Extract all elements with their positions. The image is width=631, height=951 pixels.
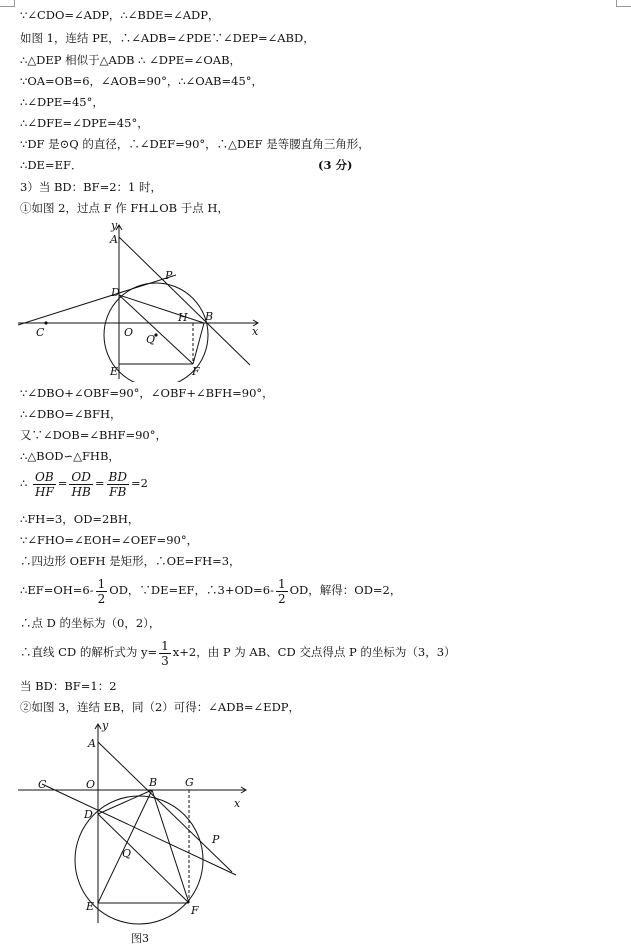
label-x: x xyxy=(234,797,241,810)
segment-db xyxy=(119,295,204,323)
line-19 xyxy=(20,573,401,607)
label-o: O xyxy=(86,778,96,791)
line-5: ∴∠DPE=45°， xyxy=(20,95,104,109)
fraction-numerator: BD xyxy=(108,469,127,484)
ratio-result: =2 xyxy=(130,476,148,490)
label-b: B xyxy=(205,310,214,323)
line-7: ∵DF 是⊙Q 的直径，∴∠DEF=90°，∴△DEF 是等腰直角三角形， xyxy=(20,137,370,151)
line-8: ∴DE=EF． xyxy=(20,158,83,172)
fraction-denominator: 3 xyxy=(161,653,169,668)
line-1: ∵∠CDO=∠ADP，∴∠BDE=∠ADP， xyxy=(20,8,220,22)
segment-df xyxy=(98,814,189,903)
label-e: E xyxy=(86,900,95,913)
label-h: H xyxy=(178,311,188,324)
label-o: O xyxy=(124,326,134,339)
segment-bf xyxy=(152,790,189,903)
fraction-numerator: 1 xyxy=(277,576,286,591)
equals-sign: = xyxy=(57,476,68,490)
line-18: ∴四边形 OEFH 是矩形，∴OE=FH=3， xyxy=(20,554,241,568)
fraction-denominator: HB xyxy=(71,484,91,499)
figure-3-caption: 图3 xyxy=(131,932,149,945)
label-d: D xyxy=(111,286,120,299)
line-cd xyxy=(18,275,176,325)
line-21-part-a: ∴直线 CD 的解析式为 y= xyxy=(20,645,158,659)
label-a: A xyxy=(88,737,96,750)
line-3: ∴△DEP 相似于△ADB ∴ ∠DPE=∠OAB， xyxy=(20,53,242,67)
label-b: B xyxy=(149,776,158,789)
label-a: A xyxy=(110,233,118,246)
label-c: C xyxy=(38,778,47,791)
line-21-part-b: x+2，由 P 为 AB、CD 交点得点 P 的坐标为（3，3） xyxy=(172,645,456,659)
fraction-denominator: HF xyxy=(34,484,54,499)
label-y: y xyxy=(111,219,118,232)
line-15-ratio xyxy=(20,466,148,500)
score-note: (3 分) xyxy=(318,158,353,172)
label-f: F xyxy=(192,365,200,378)
line-cd xyxy=(42,784,236,875)
line-2: 如图 1，连结 PE，∴∠ADB=∠PDE∵∠DEP=∠ABD， xyxy=(20,31,315,45)
circle-q xyxy=(75,796,203,924)
ratio-prefix: ∴ xyxy=(20,476,28,490)
fraction-one-half xyxy=(96,577,108,606)
figure-2 xyxy=(18,217,268,382)
page-corner-mark-left xyxy=(0,0,15,7)
label-q: Q xyxy=(146,333,156,346)
line-22: 当 BD：BF=1：2 xyxy=(20,679,117,693)
fraction-numerator: OD xyxy=(71,469,91,484)
fraction-numerator: 1 xyxy=(97,576,106,591)
page-corner-mark-right xyxy=(616,0,631,7)
line-17: ∵∠FHO=∠EOH=∠OEF=90°， xyxy=(20,533,199,547)
point-c xyxy=(44,321,47,324)
line-10: ①如图 2，过点 F 作 FH⊥OB 于点 H， xyxy=(20,201,229,215)
line-13: 又∵∠DOB=∠BHF=90°， xyxy=(20,428,167,442)
line-16: ∴FH=3，OD=2BH， xyxy=(20,512,140,526)
line-ab xyxy=(98,742,232,872)
line-23: ②如图 3，连结 EB，同（2）可得：∠ADB=∠EDP， xyxy=(20,700,301,714)
equals-sign: = xyxy=(94,476,105,490)
label-p: P xyxy=(165,269,173,282)
label-y: y xyxy=(102,719,109,732)
fraction-ob-hf xyxy=(33,470,56,499)
label-g: G xyxy=(185,776,194,789)
line-21 xyxy=(20,635,456,669)
fraction-one-third xyxy=(159,639,171,668)
label-d: D xyxy=(84,808,93,821)
line-14: ∴△BOD∽△FHB， xyxy=(20,449,120,463)
figure-3 xyxy=(18,718,263,948)
label-e: E xyxy=(110,365,119,378)
fraction-bd-fb xyxy=(107,470,129,499)
fraction-numerator: OB xyxy=(33,470,56,485)
fraction-one-half xyxy=(276,577,288,606)
line-6: ∴∠DFE=∠DPE=45°， xyxy=(20,116,149,130)
label-x: x xyxy=(252,325,259,338)
label-f: F xyxy=(191,904,199,917)
line-12: ∴∠DBO=∠BFH， xyxy=(20,407,122,421)
fraction-denominator: 2 xyxy=(97,591,106,606)
fraction-numerator: 1 xyxy=(161,638,169,653)
line-9: 3）当 BD：BF=2：1 时， xyxy=(20,180,162,194)
line-19-part-c: OD，解得：OD=2， xyxy=(289,583,402,597)
fraction-od-hb xyxy=(69,470,92,499)
line-4: ∵OA=OB=6，∠AOB=90°，∴∠OAB=45°， xyxy=(20,74,264,88)
fraction-denominator: 2 xyxy=(277,591,286,606)
fraction-denominator: FB xyxy=(109,484,127,499)
line-19-part-a: ∴EF=OH=6- xyxy=(20,583,94,597)
line-11: ∵∠DBO+∠OBF=90°，∠OBF+∠BFH=90°， xyxy=(20,386,274,400)
segment-db xyxy=(98,790,152,814)
line-20: ∴点 D 的坐标为（0，2）， xyxy=(20,616,161,630)
label-p: P xyxy=(212,833,220,846)
label-c: C xyxy=(36,326,45,339)
label-q: Q xyxy=(122,847,132,860)
line-19-part-b: OD，∵DE=EF，∴3+OD=6- xyxy=(109,583,274,597)
